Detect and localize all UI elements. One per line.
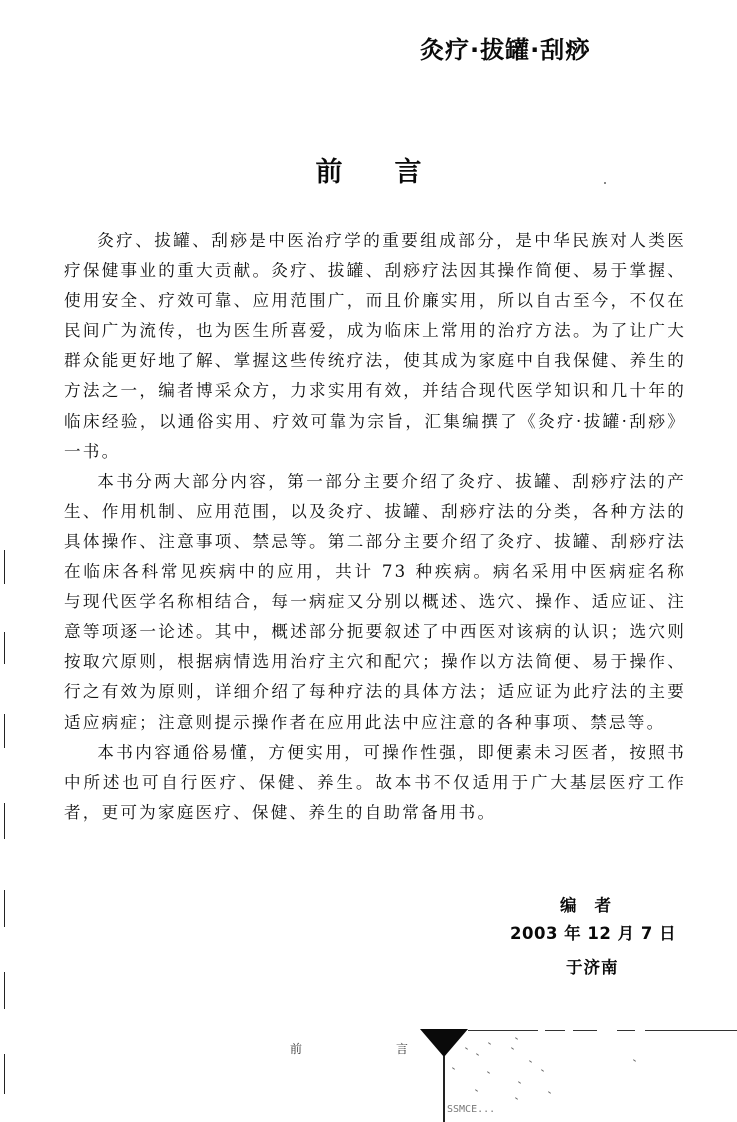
scan-noise <box>475 1089 478 1092</box>
scan-noise <box>548 1091 551 1094</box>
scan-artifact-stem <box>443 1056 445 1122</box>
scan-edge-line <box>4 1054 5 1094</box>
scan-noise <box>511 1047 514 1050</box>
paragraph-2: 本书分两大部分内容，第一部分主要介绍了灸疗、拔罐、刮痧疗法的产生、作用机制、应用范围，以及灸疗、拔罐、刮痧疗法的分类，各种方法的具体操作、注意事项、禁忌等。第二部分主要介绍了灸疗、拔罐、刮痧疗法在临床各科常见疾病中的应用，共计 73 种疾病。病名采用中医病症名称与现代医学名称相结合，每一病症又分别以概述、选穴、操作、适应证、注意等项逐一论述。其中，概述部分扼要叙述了中西医对该病的认识；选穴则按取穴原则，根据病情选用治疗主穴和配穴；操作以方法简便、易于操作、行之有效为原则，详细介绍了每种疗法的具体方法；适应证为此疗法的主要适应病症；注意则提示操作者在应用此法中应注意的各种事项、禁忌等。 <box>64 471 686 732</box>
signature-editor: 编者 <box>560 896 629 915</box>
page-title <box>0 150 737 189</box>
scan-noise <box>515 1097 518 1100</box>
scan-noise <box>487 1071 490 1074</box>
scan-noise <box>518 1081 521 1084</box>
paragraph-3: 本书内容通俗易懂，方便实用，可操作性强，即便素未习医者，按照书中所述也可自行医疗、保健、养生。故本书不仅适用于广大基层医疗工作者，更可为家庭医疗、保健、养生的自助常备用书。 <box>64 742 686 822</box>
scan-artifact-line <box>468 1030 538 1031</box>
page-title-char-1: 前 <box>315 157 343 188</box>
scan-artifact-line <box>545 1030 565 1031</box>
scan-edge-line <box>4 632 5 664</box>
scan-edge-line <box>4 550 5 584</box>
scan-artifact-line <box>645 1030 737 1031</box>
scan-artifact-line <box>617 1030 635 1031</box>
scan-edge-line <box>4 803 5 839</box>
scan-speck <box>604 182 606 184</box>
signature-date: 2003 年 12 月 7 日 <box>510 924 677 943</box>
triangle-marker-icon <box>420 1029 468 1057</box>
scan-noise <box>452 1067 455 1070</box>
scan-edge-line <box>4 972 5 1009</box>
scan-noise <box>476 1053 479 1056</box>
scan-edge-line <box>4 714 5 748</box>
scan-noise <box>633 1059 636 1062</box>
scan-artifact-line <box>573 1030 597 1031</box>
running-head: 灸疗·拔罐·刮痧 <box>420 36 591 64</box>
scan-noise <box>541 1069 544 1072</box>
paragraph-1: 灸疗、拔罐、刮痧是中医治疗学的重要组成部分，是中华民族对人类医疗保健事业的重大贡献。灸疗、拔罐、刮痧疗法因其操作简便、易于掌握、使用安全、疗效可靠、应用范围广，而且价廉实用，所以自古至今，不仅在民间广为流传，也为医生所喜爱，成为临床上常用的治疗方法。为了让广大群众能更好地了解、掌握这些传统疗法，使其成为家庭中自我保健、养生的方法之一，编者博采众方，力求实用有效，并结合现代医学知识和几十年的临床经验，以通俗实用、疗效可靠为宗旨，汇集编撰了《灸疗·拔罐·刮痧》一书。 <box>64 231 686 461</box>
preface-body <box>64 226 686 828</box>
scan-edge-line <box>4 890 5 927</box>
scan-noise <box>529 1060 532 1063</box>
page-title-char-2: 言 <box>394 157 422 188</box>
footer-label-left: 前 <box>290 1042 303 1056</box>
signature-place: 于济南 <box>566 958 619 977</box>
scan-noise <box>515 1037 518 1040</box>
scan-noise <box>488 1042 491 1045</box>
scan-noise-text: SSMCE... <box>447 1104 496 1115</box>
footer-label-right: 言 <box>396 1042 409 1056</box>
